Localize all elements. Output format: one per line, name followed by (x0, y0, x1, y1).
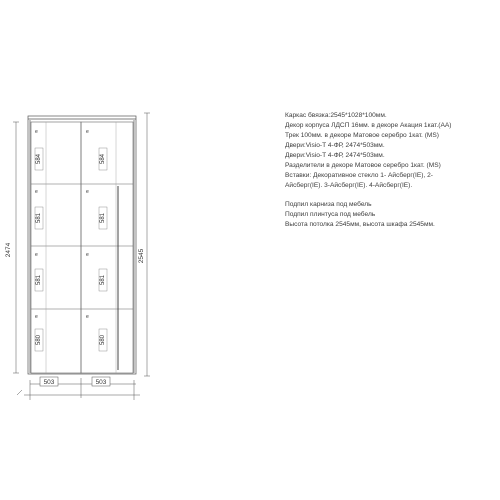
insert-mark: e (86, 129, 89, 135)
right-panel-3-height: 581 (100, 274, 106, 286)
spec-line: Двери:Visio-T 4-ФР, 2474*503мм. (285, 142, 385, 149)
right-panel-2-height: 581 (100, 212, 106, 224)
spec-line: Вставки: Декоративное стекло 1- Айсберг(IE), 2- (285, 172, 433, 179)
left-panel-3-height: 581 (36, 274, 42, 286)
right-door-width-label: 503 (95, 379, 107, 386)
spec-line: Трек 100мм. в декоре Матовое серебро 1кат. (MS) (285, 132, 439, 139)
specification-text (285, 111, 497, 230)
cabinet-height-label: 2545 (138, 248, 145, 264)
insert-mark: e (35, 129, 38, 135)
insert-mark: e (35, 252, 38, 258)
left-door-width-label: 503 (43, 379, 55, 386)
right-panel-1-height: 584 (100, 153, 106, 165)
cabinet-height-dimension (144, 113, 150, 376)
note-line: Высота потолка 2545мм, высота шкафа 2545мм. (285, 221, 435, 228)
left-panel-2-height: 581 (36, 212, 42, 224)
spec-line: Айсберг(IE). 3-Айсберг(IE). 4-Айсберг(IE). (285, 182, 413, 189)
spec-line: Разделители в декоре Матовое серебро 1кат. (MS) (285, 162, 441, 169)
spec-line: Двери:Visio-T 4-ФР, 2474*503мм. (285, 152, 385, 159)
right-panel-4-height: 580 (100, 334, 106, 346)
door-height-dimension (13, 122, 22, 395)
door-width-dimension (24, 377, 140, 400)
insert-mark: e (35, 189, 38, 195)
insert-mark: e (86, 189, 89, 195)
left-panel-4-height: 580 (36, 334, 42, 346)
insert-mark: e (86, 314, 89, 320)
wardrobe-frame (28, 116, 136, 374)
spec-line: Декор корпуса ЛДСП 16мм. в декоре Акация 1кат.(AA) (285, 122, 452, 129)
note-line: Подпил плинтуса под мебель (285, 211, 376, 218)
insert-mark: e (86, 252, 89, 258)
insert-mark: e (35, 314, 38, 320)
left-panel-1-height: 584 (36, 153, 42, 165)
spec-line: Каркас бвязка:2545*1028*100мм. (285, 112, 387, 119)
door-height-label: 2474 (5, 242, 12, 258)
note-line: Подпил карниза под мебель (285, 201, 372, 208)
